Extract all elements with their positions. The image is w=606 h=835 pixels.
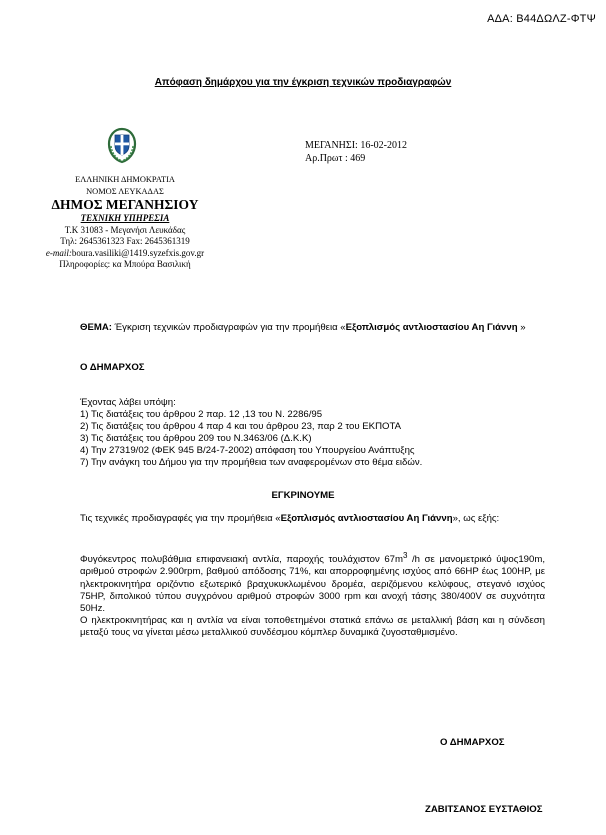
specs-paragraph-1 bbox=[80, 550, 545, 615]
specs-intro bbox=[80, 513, 545, 526]
list-item: 3) Τις διατάξεις του άρθρου 209 του Ν.3463/06 (Δ.Κ.Κ) bbox=[80, 433, 312, 444]
service-name: ΤΕΧΝΙΚΗ ΥΠΗΡΕΣΙΑ bbox=[80, 213, 170, 223]
subject-label: ΘΕΜΑ: bbox=[80, 322, 112, 333]
phone-fax: Τηλ: 2645361323 Fax: 2645361319 bbox=[60, 236, 190, 246]
greek-coat-of-arms-icon bbox=[107, 126, 137, 166]
specs-intro-bold: Εξοπλισμός αντλιοστασίου Αη Γιάννη bbox=[280, 513, 453, 524]
signature-role: Ο ΔΗΜΑΡΧΟΣ bbox=[440, 737, 505, 748]
info-contact: Πληροφορίες: κα Μπούρα Βασιλική bbox=[59, 259, 191, 269]
approve-heading: ΕΓΚΡΙΝΟΥΜΕ bbox=[271, 490, 335, 501]
specs-p1-superscript: 3 bbox=[403, 551, 408, 560]
considering-intro: Έχοντας λάβει υπόψη: bbox=[80, 397, 176, 408]
country-name: ΕΛΛΗΝΙΚΗ ΔΗΜΟΚΡΑΤΙΑ bbox=[75, 175, 175, 184]
list-item: 4) Την 27319/02 (ΦΕΚ 945 Β/24-7-2002) απόφαση του Υπουργείου Ανάπτυξης bbox=[80, 445, 415, 456]
specs-intro-start: Τις τεχνικές προδιαγραφές για την προμήθεια « bbox=[80, 513, 281, 524]
email-label: e-mail: bbox=[45, 247, 72, 258]
email-address[interactable]: boura.vasiliki@1419.syzefxis.gov.gr bbox=[71, 247, 205, 258]
email-line bbox=[40, 248, 210, 260]
list-item: 1) Τις διατάξεις του άρθρου 2 παρ. 12 ,13 του Ν. 2286/95 bbox=[80, 409, 323, 420]
postal-address: Τ.Κ 31083 - Μεγανήσι Λευκάδας bbox=[64, 224, 186, 235]
specs-paragraph-2: Ο ηλεκτροκινητήρας και η αντλία να είναι τοποθετημένοι στατικά επάνω σε μεταλλική βάση και η σύνδεση μεταξύ τους να γίνεται μέσω μεταλλικού συνδέσμου κόμπλερ δυναμικά ζυγοσταθμισμένο. bbox=[80, 615, 545, 639]
document-meta bbox=[305, 140, 407, 165]
list-item: 2) Τις διατάξεις του άρθρου 4 παρ 4 και του άρθρου 23, παρ 2 του ΕΚΠΟΤΑ bbox=[80, 421, 402, 432]
subject-text: Έγκριση τεχνικών προδιαγραφών για την προμήθεια « bbox=[111, 322, 346, 333]
technical-specs bbox=[80, 550, 545, 640]
list-item: 7) Την ανάγκη του Δήμου για την προμήθεια των αναφερομένων στο θέμα ειδών. bbox=[80, 457, 423, 468]
signature-name: ΖΑΒΙΤΣΑΝΟΣ ΕΥΣΤΑΘΙΟΣ bbox=[425, 804, 543, 815]
considering-list bbox=[80, 397, 550, 469]
subject-bold: Εξοπλισμός αντλιοστασίου Αη Γιάννη bbox=[345, 322, 518, 333]
document-title: Απόφαση δημάρχου για την έγκριση τεχνικών προδιαγραφών bbox=[154, 77, 452, 88]
municipality-name: ΔΗΜΟΣ ΜΕΓΑΝΗΣΙΟΥ bbox=[51, 197, 199, 212]
specs-intro-end: », ως εξής: bbox=[452, 513, 500, 524]
municipality-header bbox=[40, 174, 210, 271]
mayor-heading: Ο ΔΗΜΑΡΧΟΣ bbox=[80, 362, 145, 373]
document-date: ΜΕΓΑΝΗΣΙ: 16-02-2012 bbox=[305, 140, 407, 151]
specs-p1-rest: /h σε μανομετρικό ύψος190m, αριθμού στροφών 2.900rpm, βαθμού απόδοσης 71%, και απορροφημένης ισχύος από 66HP έως 100HP, με ηλεκτροκινητήρα οριζόντιο εξωτερικό βραχυκυκλωμένου δρομέα, αεριζόμενου κελύφους, στεγανό ισχύος 75HP, διπολικού τύπου συγχρόνου αριθμού στροφών 3000 rpm και ανοχή τάσης 380/400V σε συχνότητα 50Hz. bbox=[80, 554, 545, 614]
ada-code: ΑΔΑ: Β44ΔΩΛΖ-ΦΤΨ bbox=[487, 13, 596, 25]
prefecture-name: ΝΟΜΟΣ ΛΕΥΚΑΔΑΣ bbox=[86, 186, 164, 196]
subject bbox=[80, 322, 550, 335]
subject-end: » bbox=[517, 322, 526, 333]
specs-p1-start: Φυγόκεντρος πολυβάθμια επιφανειακή αντλία, παροχής τουλάχιστον 67m bbox=[80, 554, 403, 566]
protocol-number: Αρ.Πρωτ : 469 bbox=[305, 152, 366, 164]
